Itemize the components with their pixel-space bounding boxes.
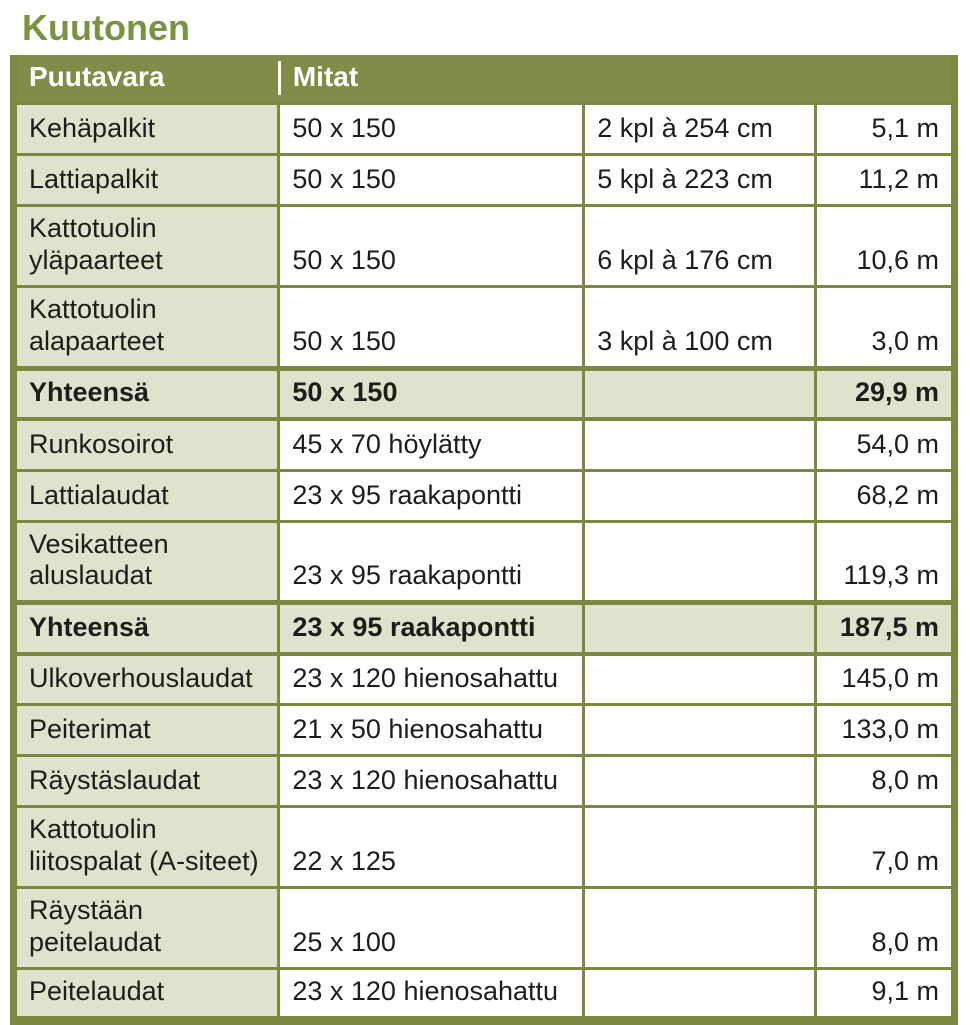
table-row xyxy=(14,206,955,287)
table-row xyxy=(14,705,955,756)
cell-pituus: 29,9 m xyxy=(815,368,954,419)
header-cell-mitat xyxy=(279,55,955,104)
cell-puutavara: Vesikatteen aluslaudat xyxy=(14,521,279,603)
table-row xyxy=(14,654,955,705)
table-header xyxy=(14,55,955,104)
cell-maara xyxy=(584,368,815,419)
cell-puutavara: Ulkoverhouslaudat xyxy=(14,654,279,705)
table-row xyxy=(14,521,955,603)
cell-pituus: 5,1 m xyxy=(815,104,954,155)
cell-maara xyxy=(584,887,815,968)
cell-maara xyxy=(584,968,815,1020)
cell-maara xyxy=(584,654,815,705)
cell-mitat: 50 x 150 xyxy=(279,286,584,368)
table-row xyxy=(14,603,955,654)
table-body xyxy=(14,104,955,1020)
cell-pituus: 8,0 m xyxy=(815,887,954,968)
materials-table xyxy=(10,55,958,1025)
cell-pituus: 10,6 m xyxy=(815,206,954,287)
cell-pituus: 9,1 m xyxy=(815,968,954,1020)
cell-mitat: 25 x 100 xyxy=(279,887,584,968)
cell-puutavara: Peitelaudat xyxy=(14,968,279,1020)
cell-maara xyxy=(584,470,815,521)
cell-maara: 6 kpl à 176 cm xyxy=(584,206,815,287)
header-cell-puutavara: Puutavara xyxy=(14,55,279,104)
table-row xyxy=(14,286,955,368)
cell-puutavara: Lattialaudat xyxy=(14,470,279,521)
cell-mitat: 23 x 95 raakapontti xyxy=(279,603,584,654)
cell-pituus: 7,0 m xyxy=(815,807,954,888)
table-row xyxy=(14,155,955,206)
table-row xyxy=(14,368,955,419)
cell-puutavara: Runkosoirot xyxy=(14,419,279,470)
cell-mitat: 23 x 95 raakapontti xyxy=(279,470,584,521)
cell-puutavara: Kattotuolin liitospalat (A-siteet) xyxy=(14,807,279,888)
cell-puutavara: Räystään peitelaudat xyxy=(14,887,279,968)
table-row xyxy=(14,104,955,155)
cell-maara: 3 kpl à 100 cm xyxy=(584,286,815,368)
cell-pituus: 145,0 m xyxy=(815,654,954,705)
cell-mitat: 23 x 120 hienosahattu xyxy=(279,654,584,705)
cell-puutavara: Kattotuolin yläpaarteet xyxy=(14,206,279,287)
table-row xyxy=(14,756,955,807)
cell-mitat: 23 x 120 hienosahattu xyxy=(279,968,584,1020)
header-mitat-label: Mitat xyxy=(292,61,359,93)
cell-mitat: 50 x 150 xyxy=(279,155,584,206)
cell-mitat: 50 x 150 xyxy=(279,206,584,287)
cell-mitat: 50 x 150 xyxy=(279,368,584,419)
cell-pituus: 54,0 m xyxy=(815,419,954,470)
cell-maara xyxy=(584,603,815,654)
table-row xyxy=(14,887,955,968)
cell-puutavara: Yhteensä xyxy=(14,603,279,654)
cell-maara xyxy=(584,756,815,807)
header-divider xyxy=(278,61,281,96)
cell-pituus: 68,2 m xyxy=(815,470,954,521)
cell-puutavara: Lattiapalkit xyxy=(14,155,279,206)
table-header-row xyxy=(14,55,955,104)
cell-pituus: 8,0 m xyxy=(815,756,954,807)
cell-puutavara: Peiterimat xyxy=(14,705,279,756)
cell-puutavara: Räystäslaudat xyxy=(14,756,279,807)
table-row xyxy=(14,968,955,1020)
cell-pituus: 3,0 m xyxy=(815,286,954,368)
cell-pituus: 11,2 m xyxy=(815,155,954,206)
cell-puutavara: Kattotuolin alapaarteet xyxy=(14,286,279,368)
cell-mitat: 45 x 70 höylätty xyxy=(279,419,584,470)
table-row xyxy=(14,807,955,888)
cell-maara xyxy=(584,807,815,888)
cell-pituus: 119,3 m xyxy=(815,521,954,603)
cell-mitat: 23 x 95 raakapontti xyxy=(279,521,584,603)
cell-maara xyxy=(584,419,815,470)
cell-mitat: 23 x 120 hienosahattu xyxy=(279,756,584,807)
cell-mitat: 22 x 125 xyxy=(279,807,584,888)
cell-pituus: 133,0 m xyxy=(815,705,954,756)
table-row xyxy=(14,470,955,521)
cell-maara xyxy=(584,521,815,603)
cell-maara: 5 kpl à 223 cm xyxy=(584,155,815,206)
cell-maara: 2 kpl à 254 cm xyxy=(584,104,815,155)
cell-pituus: 187,5 m xyxy=(815,603,954,654)
cell-mitat: 21 x 50 hienosahattu xyxy=(279,705,584,756)
cell-mitat: 50 x 150 xyxy=(279,104,584,155)
page-title: Kuutonen xyxy=(22,7,190,48)
table-row xyxy=(14,419,955,470)
cell-maara xyxy=(584,705,815,756)
cell-puutavara: Kehäpalkit xyxy=(14,104,279,155)
cell-puutavara: Yhteensä xyxy=(14,368,279,419)
